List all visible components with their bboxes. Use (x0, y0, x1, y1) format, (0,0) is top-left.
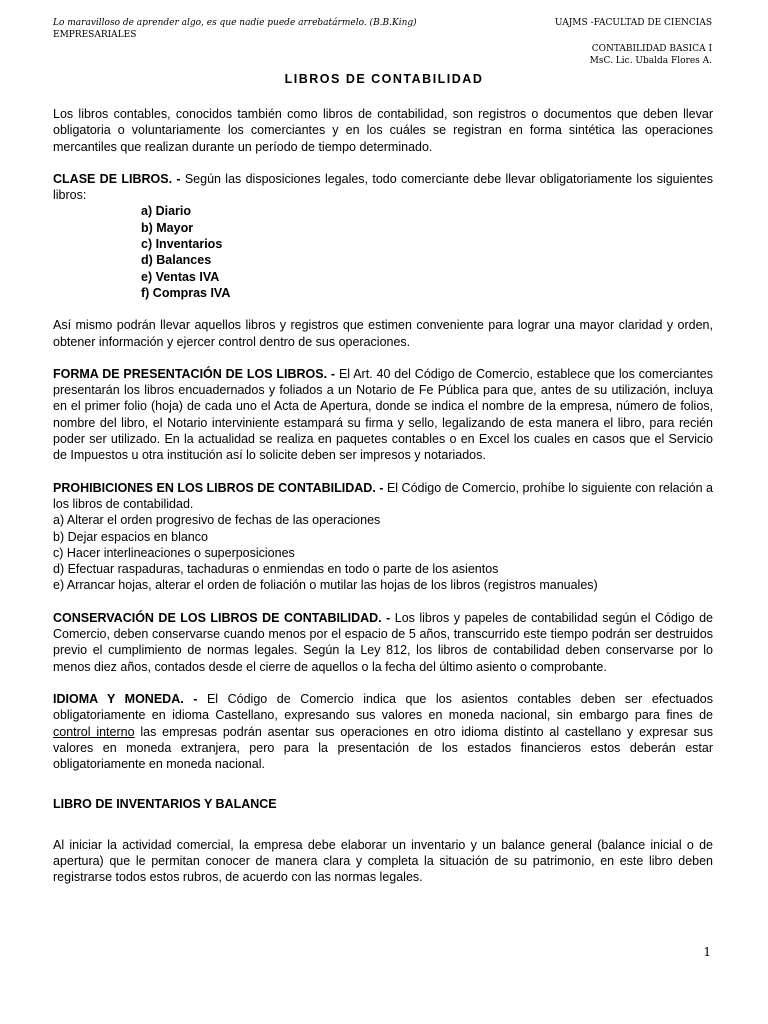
idioma-heading: IDIOMA Y MONEDA. - (53, 691, 198, 706)
control-interno-link[interactable]: control interno (53, 724, 135, 739)
clase-text: Según las disposiciones legales, todo comerciante debe llevar obligatoriamente los siguientes libros: (53, 171, 713, 203)
idioma-text-before: El Código de Comercio indica que los asientos contables deben ser efectuados obligatoriamente en idioma Castellano, expresando sus valores en moneda nacional, sin embargo para fines de (53, 691, 713, 723)
prohibiciones-paragraph (53, 480, 713, 513)
conservacion-heading: CONSERVACIÓN DE LOS LIBROS DE CONTABILIDAD. - (53, 610, 391, 625)
header-course: CONTABILIDAD BASICA I (591, 44, 712, 54)
list-item: a) Diario (141, 204, 192, 219)
header-teacher: MsC. Lic. Ubalda Flores A. (589, 56, 712, 66)
idioma-paragraph (53, 691, 713, 772)
header-faculty: UAJMS -FACULTAD DE CIENCIAS (554, 18, 712, 28)
header-quote: Lo maravilloso de aprender algo, es que nadie puede arrebatármelo. (B.B.King) (53, 18, 417, 28)
idioma-text-after: las empresas podrán asentar sus operaciones en otro idioma distinto al castellano y expresar sus valores en moneda extranjera, pero para la presentación de los estados financieros estos deberán estar obligatoriamente en moneda nacional. (53, 724, 713, 772)
book-list (53, 203, 713, 301)
inventarios-paragraph: Al iniciar la actividad comercial, la empresa debe elaborar un inventario y un balance general (balance inicial o de apertura) que le permitan conocer de manera clara y completa la situación de su patrimonio, en este libro deben registrarse todos estos rubros, de acuerdo con las normas legales. (53, 837, 713, 885)
list-item: b) Mayor (141, 220, 194, 235)
list-item: c) Hacer interlineaciones o superposiciones (53, 545, 295, 560)
forma-heading: FORMA DE PRESENTACIÓN DE LOS LIBROS. - (53, 366, 336, 381)
prohibiciones-heading: PROHIBICIONES EN LOS LIBROS DE CONTABILIDAD. - (53, 480, 384, 495)
forma-text: El Art. 40 del Código de Comercio, establece que los comerciantes presentarán los libros encuadernados y foliados a un Notario de Fe Pública para que, antes de su utilización, incluya en el primer folio (hoja) de cada uno el Acta de Apertura, donde se indica el nombre de la empresa, número de folios, nombre del libro, el Notario interviniente estampará su firma y sello, legalizando de esta manera el libro, para recién poder ser utilizado. En la actualidad se realiza en paquetes contables o en Excel los cuales en casos que el Servicio de Impuestos u otra institución así lo solicite deben ser impresos y notariados. (53, 366, 714, 463)
document-title: LIBROS DE CONTABILIDAD (284, 72, 484, 86)
prohibitions-list (53, 512, 713, 593)
list-item: a) Alterar el orden progresivo de fechas de las operaciones (53, 513, 381, 528)
list-item: e) Arrancar hojas, alterar el orden de foliación o mutilar las hojas de los libros (registros manuales) (53, 578, 598, 593)
list-item: f) Compras IVA (141, 285, 231, 300)
list-item: c) Inventarios (141, 237, 223, 252)
document-body (53, 106, 713, 886)
clase-heading: CLASE DE LIBROS. - (53, 171, 181, 186)
clase-after-paragraph: Así mismo podrán llevar aquellos libros y registros que estimen conveniente para lograr una mayor claridad y orden, obtener información y ejercer control dentro de sus operaciones. (53, 318, 713, 349)
inventarios-heading: LIBRO DE INVENTARIOS Y BALANCE (53, 797, 277, 812)
prohibiciones-text: El Código de Comercio, prohíbe lo siguiente con relación a los libros de contabilidad. (53, 480, 713, 511)
clase-paragraph (53, 171, 713, 204)
page-number: 1 (703, 945, 711, 959)
forma-paragraph (53, 366, 713, 464)
list-item: d) Balances (141, 253, 212, 268)
conservacion-text: Los libros y papeles de contabilidad según el Código de Comercio, deben conservarse cuando menos por el espacio de 5 años, transcurrido este tiempo podrán ser destruidos previo el cumplimiento de normas legales. Según la Ley 812, los libros de contabilidad deben conservarse por lo menos diez años, contados desde el cierre de aquellos o la fecha del último asiento o comprobante. (53, 610, 714, 674)
header-faculty-continued: EMPRESARIALES (53, 30, 137, 40)
conservacion-paragraph (53, 610, 713, 675)
list-item: d) Efectuar raspaduras, tachaduras o enmiendas en todo o parte de los asientos (53, 562, 499, 577)
list-item: e) Ventas IVA (141, 269, 220, 284)
intro-paragraph: Los libros contables, conocidos también como libros de contabilidad, son registros o documentos que deben llevar obligatoria o voluntariamente los comerciantes y en los cuáles se registran en forma sintética las operaciones mercantiles que realizan durante un período de tiempo determinado. (53, 107, 713, 154)
list-item: b) Dejar espacios en blanco (53, 529, 208, 544)
